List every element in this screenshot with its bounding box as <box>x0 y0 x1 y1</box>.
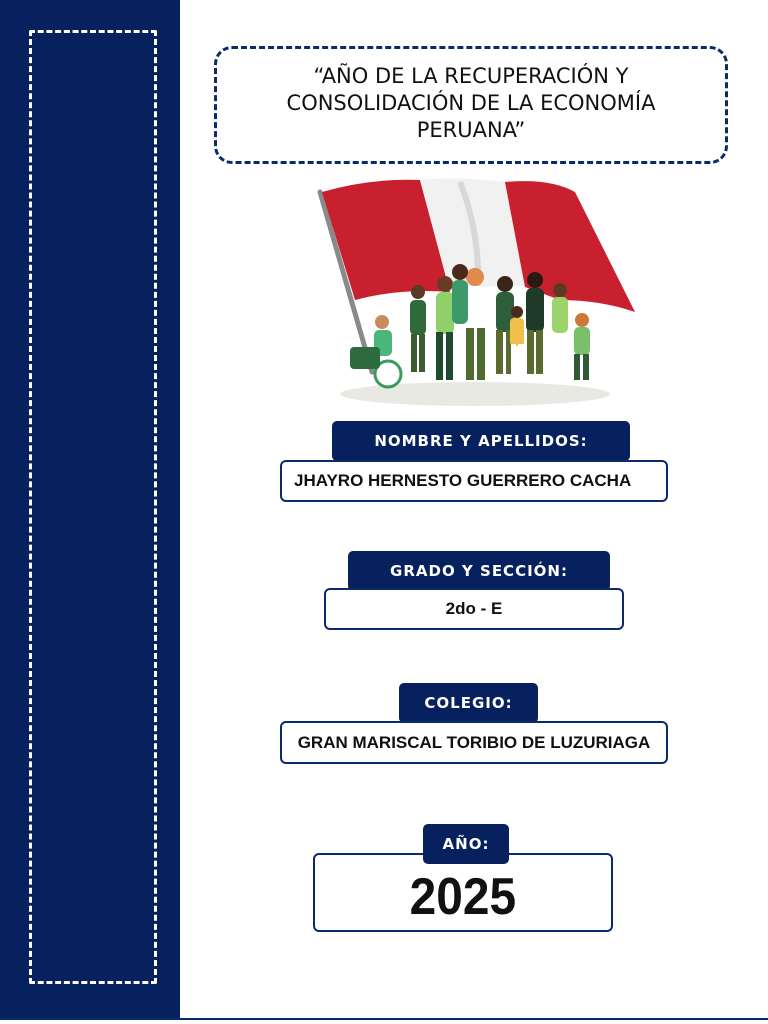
grade-value: 2do - E <box>324 588 624 630</box>
peru-flag-crowd-illustration <box>310 172 640 412</box>
grade-label: GRADO Y SECCIÓN: <box>348 551 610 591</box>
name-value: JHAYRO HERNESTO GUERRERO CACHA <box>280 460 668 502</box>
sidebar-panel <box>0 0 180 1018</box>
sidebar-dashed-border <box>29 30 157 984</box>
motto-text: “AÑO DE LA RECUPERACIÓN Y CONSOLIDACIÓN DE LA ECONOMÍA PERUANA” <box>286 64 656 142</box>
bottom-divider <box>0 1018 768 1020</box>
year-label: AÑO: <box>423 824 509 864</box>
school-label: COLEGIO: <box>399 683 538 723</box>
year-box <box>313 853 613 932</box>
school-value: GRAN MARISCAL TORIBIO DE LUZURIAGA <box>280 721 668 764</box>
name-label: NOMBRE Y APELLIDOS: <box>332 421 630 461</box>
motto-frame <box>214 46 728 164</box>
year-value: 2025 <box>409 867 517 926</box>
